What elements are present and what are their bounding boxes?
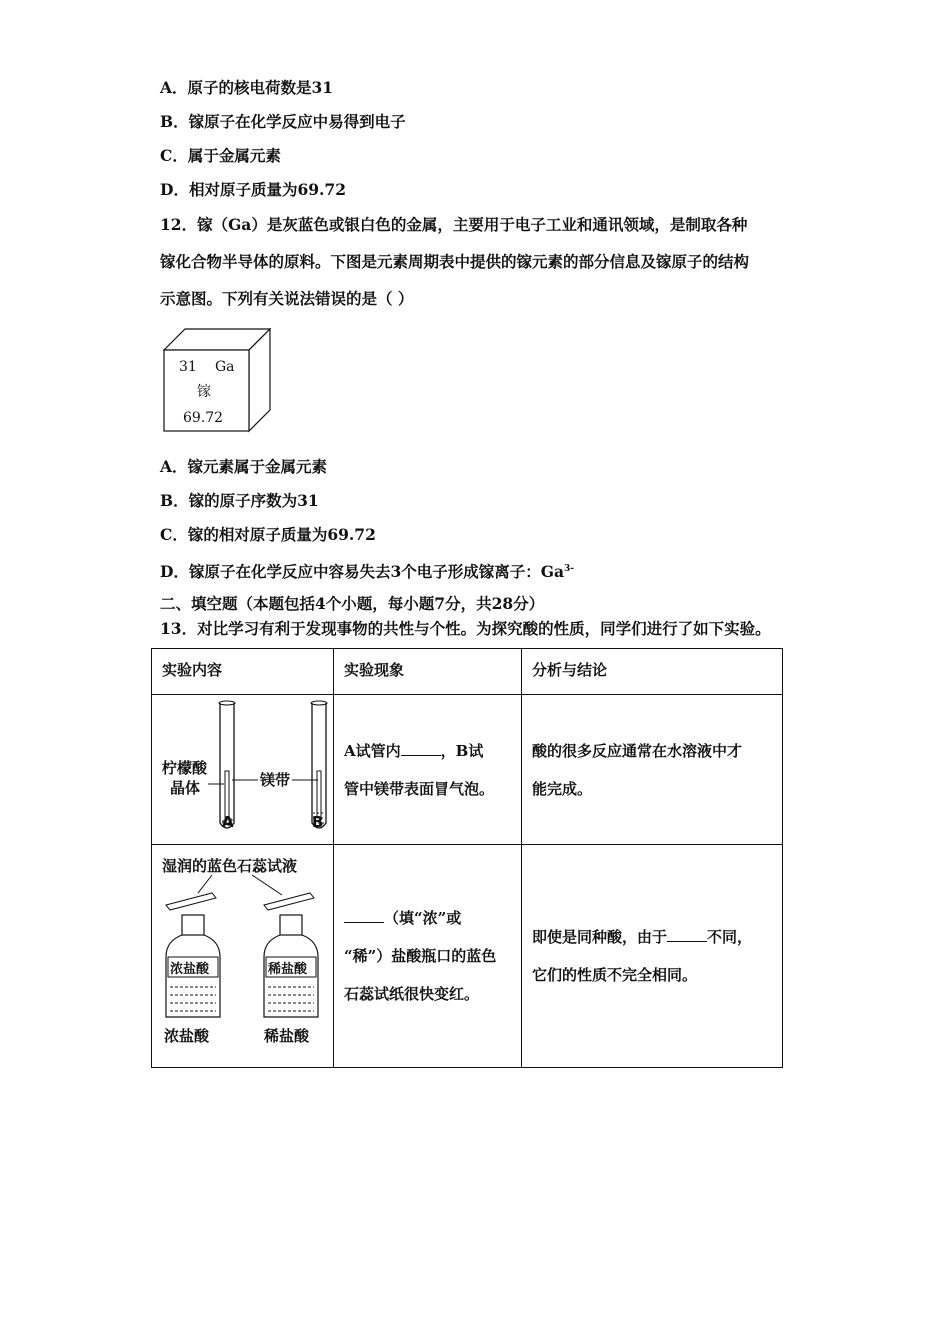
row2-conclusion-text: 它们的性质不完全相同。 bbox=[532, 966, 698, 984]
row1-phenomenon bbox=[334, 695, 522, 845]
header-conclusion: 分析与结论 bbox=[522, 649, 783, 695]
experiment-table bbox=[151, 648, 783, 1068]
q12-option-d bbox=[160, 559, 574, 582]
element-card bbox=[163, 328, 278, 433]
bottle1-label: 浓盐酸 bbox=[170, 962, 210, 977]
caption-concentrated: 浓盐酸 bbox=[164, 1027, 210, 1045]
row1-phenomenon-text: A试管内 bbox=[344, 741, 401, 760]
header-content: 实验内容 bbox=[152, 649, 334, 695]
row2-figure bbox=[152, 845, 334, 1068]
answer-blank bbox=[401, 739, 441, 756]
caption-dilute: 稀盐酸 bbox=[264, 1027, 310, 1045]
q11-option-b: B．镓原子在化学反应中易得到电子 bbox=[160, 112, 406, 131]
element-number: 31 bbox=[179, 359, 197, 375]
row1-conclusion-text: 酸的很多反应通常在水溶液中才 bbox=[532, 741, 743, 760]
element-name: 镓 bbox=[197, 384, 211, 400]
bottle2-label: 稀盐酸 bbox=[268, 962, 308, 977]
row2-phenomenon-text: （填“浓”或 bbox=[384, 909, 462, 927]
row1-phenomenon-text: 管中镁带表面冒气泡。 bbox=[344, 779, 495, 798]
q11-option-d: D．相对原子质量为69.72 bbox=[160, 180, 346, 199]
label-tube-b: B bbox=[312, 813, 324, 831]
table-header-row bbox=[152, 649, 783, 695]
q12-option-a: A．镓元素属于金属元素 bbox=[160, 457, 328, 476]
row2-phenomenon-text: “稀”）盐酸瓶口的蓝色 bbox=[344, 947, 497, 965]
bottles-figure bbox=[152, 845, 333, 1063]
q12-option-b: B．镓的原子序数为31 bbox=[160, 491, 319, 510]
element-mass: 69.72 bbox=[183, 410, 224, 426]
label-citric-acid: 柠檬酸 bbox=[162, 759, 208, 777]
test-tubes-figure bbox=[152, 695, 333, 840]
row2-conclusion-text: 即使是同种酸，由于 bbox=[532, 928, 668, 946]
table-row bbox=[152, 845, 783, 1068]
q12-stem-line: 12．镓（Ga）是灰蓝色或银白色的金属，主要用于电子工业和通讯领域，是制取各种 bbox=[160, 215, 748, 234]
q13-stem: 13．对比学习有利于发现事物的共性与个性。为探究酸的性质，同学们进行了如下实验。 bbox=[160, 619, 771, 638]
row1-conclusion bbox=[522, 695, 783, 845]
row1-phenomenon-text: ，B试 bbox=[440, 741, 484, 760]
row1-figure bbox=[152, 695, 334, 845]
label-litmus: 湿润的蓝色石蕊试液 bbox=[162, 857, 298, 875]
q11-option-a: A．原子的核电荷数是31 bbox=[160, 78, 334, 97]
q12-option-c: C．镓的相对原子质量为69.72 bbox=[160, 525, 376, 544]
header-phenomenon: 实验现象 bbox=[334, 649, 522, 695]
ion-charge: 3- bbox=[564, 564, 575, 574]
row2-phenomenon-text: 石蕊试纸很快变红。 bbox=[344, 985, 480, 1003]
section-title: 二、填空题（本题包括4个小题，每小题7分，共28分） bbox=[160, 594, 545, 613]
row1-conclusion-text: 能完成。 bbox=[532, 779, 593, 798]
answer-blank bbox=[344, 906, 384, 923]
label-tube-a: A bbox=[222, 813, 234, 831]
q12-stem bbox=[160, 206, 800, 317]
label-magnesium: 镁带 bbox=[260, 771, 291, 789]
row2-conclusion-text: 不同， bbox=[707, 928, 753, 946]
q11-option-c: C．属于金属元素 bbox=[160, 146, 281, 165]
label-crystal: 晶体 bbox=[170, 779, 201, 797]
row2-conclusion bbox=[522, 845, 783, 1068]
element-symbol: Ga bbox=[215, 359, 235, 375]
q12-stem-line: 示意图。下列有关说法错误的是（ ） bbox=[160, 289, 414, 308]
q12-option-d-text: D．镓原子在化学反应中容易失去3个电子形成镓离子：Ga bbox=[160, 562, 565, 582]
q12-stem-line: 镓化合物半导体的原料。下图是元素周期表中提供的镓元素的部分信息及镓原子的结构 bbox=[160, 252, 750, 271]
answer-blank bbox=[667, 925, 707, 942]
table-row bbox=[152, 695, 783, 845]
row2-phenomenon bbox=[334, 845, 522, 1068]
